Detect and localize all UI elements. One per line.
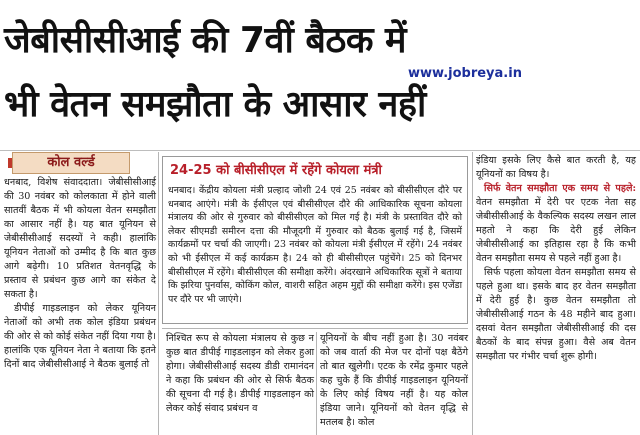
column-3 [320,332,468,430]
column-rule-1 [158,152,159,435]
column-4 [476,154,636,364]
column-1-paragraph-1: धनबाद, विशेष संवाददाता। जेबीसीसीआई की 30 नवंबर को कोलकाता में होने वाली सातवीं बैठक में भी कोयला वेतन समझौता का आसार नहीं है। यह बात यूनियन से जेबीसीसीआई सदस्यों ने कही। हालांकि यूनियन नेताओं को उम्मीद है कि बात कुछ आगे बढ़ेगी। 10 प्रतिशत वेतनवृद्धि के प्रस्ताव से प्रबंधन कुछ आगे का संकेत दे सकता है। [4,177,156,300]
column-1 [4,176,156,372]
news-box-title: 24-25 को बीसीसीएल में रहेंगे कोयला मंत्री [170,163,382,178]
column-2-paragraph: निश्चित रूप से कोयला मंत्रालय से कुछ न कुछ बात डीपीई गाइडलाइन को लेकर हुआ होगा। जेबीसीसीआई सदस्य डीडी रामानंदन ने कहा कि प्रबंधन की ओर से सिर्फ बैठक की सूचना दी गई है। डीपीई गाइडलाइन को लेकर कोई संवाद प्रबंधन व [166,333,314,414]
box-bottom-rule [162,328,468,329]
column-2 [166,332,314,416]
section-tag: कोल वर्ल्ड [12,152,130,174]
column-3-paragraph: यूनियनों के बीच नहीं हुआ है। 30 नवंबर को जब वार्ता की मेज पर दोनों पक्ष बैठेंगे तो बात खुलेगी। एटक के रमेंद्र कुमार पहले कह चुके हैं कि डीपीई गाइडलाइन यूनियनों के लिए कोई विषय नहीं है। यह कोल इंडिया जाने। यूनियनों को वेतन वृद्धि से मतलब है। कोल [320,333,468,428]
website-watermark: www.jobreya.in [408,66,522,81]
news-box-body: धनबाद। केंद्रीय कोयला मंत्री प्रल्हाद जोशी 24 एवं 25 नवंबर को बीसीसीएल दौरे पर धनबाद आएंगे। मंत्री के ईसीएल एवं बीसीसीएल दौरे की आधिकारिक सूचना कोयला मंत्रालय की ओर से गुरुवार को बीसीसीएल को मिल गई है। मंत्री के प्रस्तावित दौरे को लेकर सीएमडी समीरन दत्ता की मौजूदगी में गुरुवार को बैठक बुलाई गई है, जिसमें कार्यक्रमों पर चर्चा की जाएगी। 23 नवंबर को कोयला मंत्री ईसीएल में रहेंगे। 24 नवंबर को भी ईसीएल में कई कार्यक्रम है। 24 को ही बीसीसीएल पहुंचेंगे। 25 को दिनभर बीसीसीएल में रहेंगे। बीसीसीएल की समीक्षा करेंगे। अंदरखाने अधिकारिक सूत्रों ने बताया कि झरिया पुनर्वास, कोकिंग कोल, वाशरी सहित अहम मुद्दों की समीक्षा करेंगे। इस एजेंडा पर दौरे पर भी जाएंगे। [168,185,462,305]
headline-line-2: भी वेतन समझौता के आसार नहीं [4,84,426,125]
subheading-salary-settlement: सिर्फ वेतन समझौता एक समय से पहले: [484,183,636,194]
column-1-paragraph-2: डीपीई गाइडलाइन को लेकर यूनियन नेताओं को अभी तक कोल इंडिया प्रबंधन की ओर से को कोई संकेत नहीं दिया गया है। हालांकि एक यूनियन नेता ने बताया कि इतने दिनों बाद जेबीसीसीआई ने बैठक बुलाई तो [4,303,156,370]
column-4-paragraph-2-text: वेतन समझौता में देरी पर एटक नेता सह जेबीसीसीआई के वैकल्पिक सदस्य लखन लाल महतो ने कहा कि देरी हुई लेकिन जेबीसीसीआई का इतिहास रहा है कि कभी वेतन समझौता समय से पहले नहीं हुआ है। [476,197,636,264]
column-4-paragraph-3: सिर्फ पहला कोयला वेतन समझौता समय से पहले हुआ था। इसके बाद हर वेतन समझौता में देरी हुई है। कुछ वेतन समझौता तो जेबीसीसीआई गठन के 48 महीने बाद हुआ। दसवां वेतन समझौता जेबीसीसीआई की दस बैठकों के बाद संपन्न हुआ। वैसे अब वेतन समझौता पर गंभीर चर्चा शुरू होगी। [476,267,636,362]
column-4-paragraph-2 [476,182,636,266]
column-4-paragraph-1: इंडिया इसके लिए कैसे बात करती है, यह यूनियनों का विषय है। [476,155,636,180]
header-divider [0,150,640,151]
column-rule-2 [316,332,317,435]
column-rule-3 [472,152,473,435]
headline-line-1: जेबीसीसीआई की 7वीं बैठक में [4,20,407,61]
